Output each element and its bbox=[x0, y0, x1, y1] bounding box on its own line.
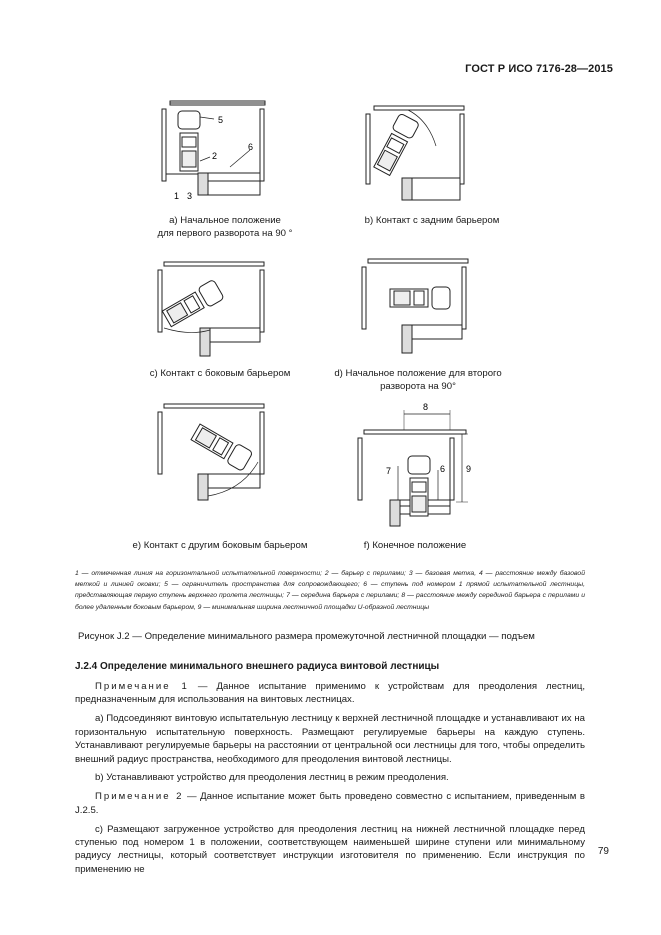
caption-c: c) Контакт с боковым барьером bbox=[149, 368, 291, 379]
caption-f: f) Конечное положение bbox=[363, 540, 467, 551]
label-7: 7 bbox=[386, 466, 392, 476]
label-9: 9 bbox=[466, 464, 472, 474]
caption-b: b) Контакт с задним барьером bbox=[364, 215, 500, 226]
figure-f bbox=[352, 400, 492, 530]
label-8: 8 bbox=[423, 402, 429, 412]
paragraph-a: a) Подсоединяют винтовую испытательную лестницу к верхней лестничной площадке и устанавливают их на горизонтальную испытательную поверхность. Размещают регулируемые барьеры на каждую ступень. Устанавливают регулируемые барьеры на расстоянии от центральной оси лестницы для того, чтобы определить внешний радиус пространства, необходимого для преодоления винтовой лестницы. bbox=[75, 713, 585, 765]
figure-d bbox=[350, 255, 480, 360]
note-2: Примечание 2 — Данное испытание может быть проведено совместно с испытанием, приведенным в J.2.5. bbox=[75, 791, 585, 816]
label-5: 5 bbox=[218, 115, 224, 125]
figure-legend: 1 — отмеченная линия на горизонтальной испытательной поверхности; 2 — барьер с перилами; 3 — базовая метка, 4 — расстояние между базовой меткой и линией оковки; 5 — ограничитель пространства для сопровождающего; 6 — ступень под номером 1 прямой испытательной лестницы, представляющая первую ступень верхнего пролета лестницы; 7 — середина барьера с перилами; 8 — расстояние между серединой барьера с перилами и более удаленным боковым барьером, 9 — минимальная ширина лестничной площадки U-образной лестницы bbox=[75, 570, 585, 611]
figure-e bbox=[150, 400, 280, 510]
label-2: 2 bbox=[212, 151, 218, 161]
figure-title: Рисунок J.2 — Определение минимального размера промежуточной лестничной площадки — подъем bbox=[78, 631, 535, 642]
figure-c bbox=[150, 258, 280, 363]
label-6: 6 bbox=[248, 142, 254, 152]
label-3: 3 bbox=[187, 191, 193, 201]
figure-b bbox=[350, 100, 480, 205]
caption-e: e) Контакт с другим боковым барьером bbox=[132, 540, 308, 551]
paragraph-b: b) Устанавливают устройство для преодоления лестниц в режим преодоления. bbox=[95, 772, 449, 784]
section-heading: J.2.4 Определение минимального внешнего радиуса винтовой лестницы bbox=[75, 661, 440, 672]
figure-a bbox=[150, 95, 320, 205]
note-1: Примечание 1 — Данное испытание применимо к устройствам для преодоления лестниц, предназначенным для использования на винтовых лестницах. bbox=[75, 681, 586, 706]
label-6f: 6 bbox=[440, 464, 446, 474]
label-1: 1 bbox=[174, 191, 180, 201]
body-text bbox=[75, 680, 585, 882]
paragraph-c: c) Размещают загруженное устройство для преодоления лестниц на нижней лестничной площадке перед ступенью под номером 1 в положении, соответствующем наименьшей ширине ступени или минимальному радиусу лестницы, который соответствует инструкции изготовителя по применению. Если инструкция по применению не bbox=[75, 823, 585, 875]
caption-d: d) Начальное положение для второго разворота на 90° bbox=[334, 368, 502, 392]
page-number: 79 bbox=[597, 846, 609, 857]
caption-a: а) Начальное положение для первого разворота на 90 ° bbox=[157, 215, 293, 239]
standard-header: ГОСТ Р ИСО 7176-28—2015 bbox=[465, 63, 613, 75]
